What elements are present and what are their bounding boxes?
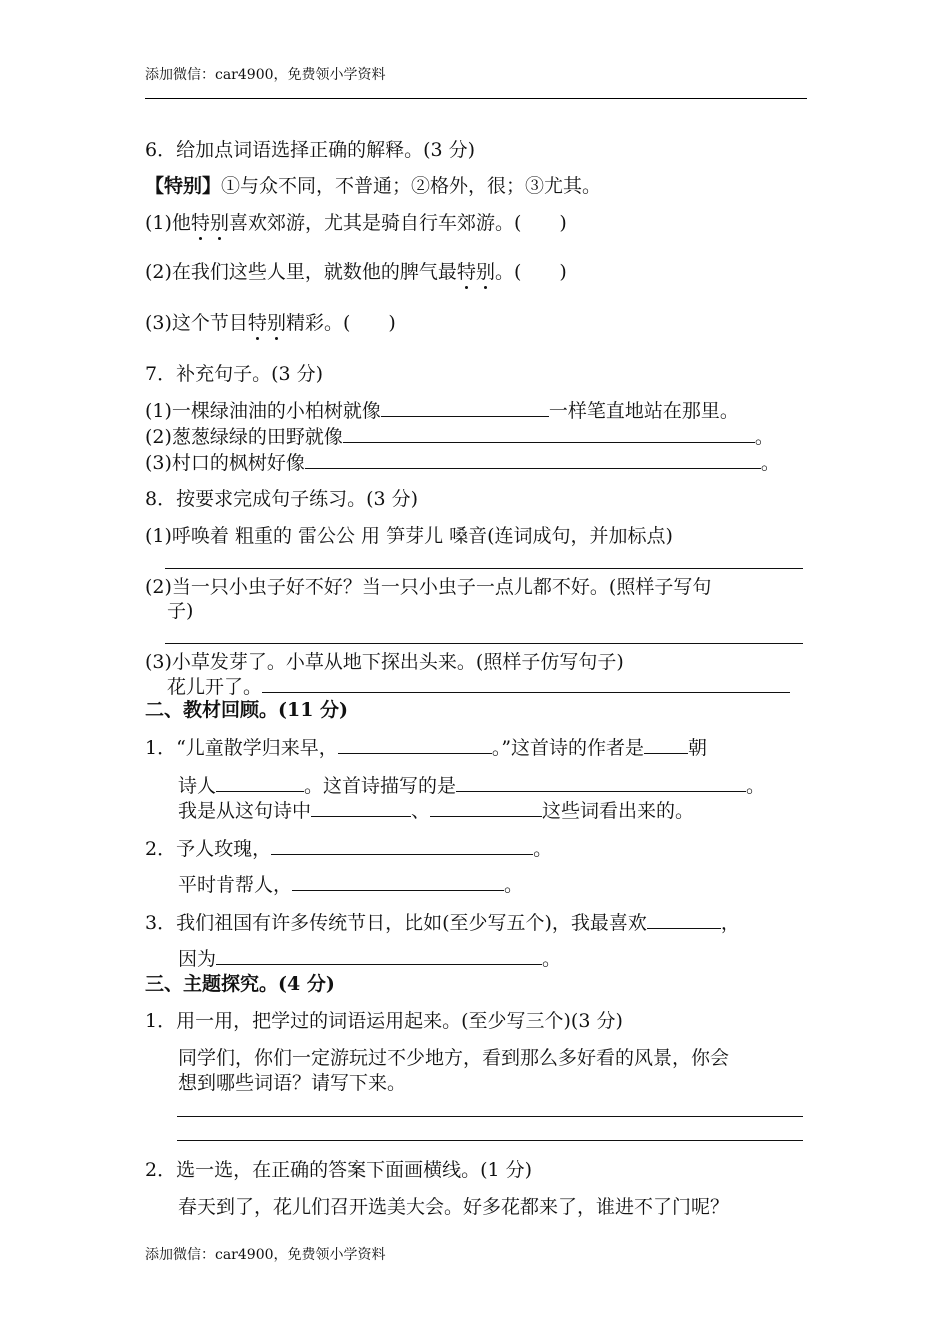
q7-line-1 xyxy=(145,398,739,423)
q6-definition xyxy=(145,174,601,198)
answer-blank[interactable] xyxy=(338,735,492,754)
s2-q1-a-pre: 1．“儿童散学归来早， xyxy=(145,737,338,759)
q6-item-3 xyxy=(145,311,396,335)
q7-title: 7．补充句子。(3 分) xyxy=(145,363,324,385)
dotted-char: 特 xyxy=(247,312,267,334)
answer-blank[interactable] xyxy=(271,836,533,855)
answer-blank[interactable] xyxy=(343,424,755,443)
q7-line-3-pre: (3)村口的枫树好像 xyxy=(145,452,305,474)
q8-item-1: (1)呼唤着 粗重的 雷公公 用 笋芽儿 嗓音(连词成句，并加标点) xyxy=(145,525,673,547)
answer-line[interactable] xyxy=(177,1140,803,1141)
q7-line-3-post: 。 xyxy=(760,452,780,474)
q8-item-2-line-a: (2)当一只小虫子好不好？当一只小虫子一点儿都不好。(照样子写句 xyxy=(145,576,712,598)
answer-blank[interactable] xyxy=(647,910,721,929)
section-2-title: 二、教材回顾。(11 分) xyxy=(145,699,349,721)
answer-blank[interactable] xyxy=(292,872,504,891)
s2-q2-b-pre: 平时肯帮人， xyxy=(178,874,293,896)
q7-line-3 xyxy=(145,450,780,475)
q6-item-1-pre: (1)他 xyxy=(145,212,191,234)
s2-q3-a-pre: 3．我们祖国有许多传统节日，比如(至少写五个)，我最喜欢 xyxy=(145,912,647,934)
q8-item-3-line-a: (3)小草发芽了。小草从地下探出头来。(照样子仿写句子) xyxy=(145,651,624,673)
s2-q1-c-pre: 我是从这句诗中 xyxy=(178,800,312,822)
s2-q2-line-a xyxy=(145,836,552,861)
answer-blank[interactable] xyxy=(430,798,542,817)
s2-q2-b-post: 。 xyxy=(504,874,524,896)
s3-q2-title: 2．选一选，在正确的答案下面画横线。(1 分) xyxy=(145,1159,533,1181)
s2-q3-b-pre: 因为 xyxy=(178,948,217,970)
q6-definition-word: 【特别】 xyxy=(145,175,222,197)
q6-definition-text: ①与众不同，不普通；②格外，很；③尤其。 xyxy=(221,175,602,197)
answer-line[interactable] xyxy=(177,1116,803,1117)
dotted-char: 别 xyxy=(266,312,286,334)
q8-item-2-line-b: 子) xyxy=(167,600,194,622)
answer-blank[interactable] xyxy=(305,450,761,469)
s3-q1-text-b: 想到哪些词语？请写下来。 xyxy=(178,1072,407,1094)
page-header: 添加微信：car4900，免费领小学资料 xyxy=(145,67,386,83)
q7-line-2-pre: (2)葱葱绿绿的田野就像 xyxy=(145,426,343,448)
q7-line-2-post: 。 xyxy=(754,426,774,448)
dotted-char: 特 xyxy=(190,212,210,234)
s2-q3-line-b xyxy=(178,946,561,971)
s2-q2-a-post: 。 xyxy=(533,838,553,860)
s2-q2-line-b xyxy=(178,872,523,897)
dotted-char: 别 xyxy=(475,261,495,283)
q6-item-3-pre: (3)这个节目 xyxy=(145,312,248,334)
s3-q2-text: 春天到了，花儿们召开选美大会。好多花都来了，谁进不了门呢？ xyxy=(178,1196,730,1218)
dotted-char: 别 xyxy=(209,212,229,234)
s2-q1-line-a xyxy=(145,735,707,760)
q8-title: 8．按要求完成句子练习。(3 分) xyxy=(145,488,419,510)
s3-q1-title: 1．用一用，把学过的词语运用起来。(至少写三个)(3 分) xyxy=(145,1010,623,1032)
section-3-title: 三、主题探究。(4 分) xyxy=(145,973,335,995)
s2-q1-b-post: 。 xyxy=(746,775,766,797)
s2-q3-a-post: ， xyxy=(720,912,740,934)
header-rule xyxy=(145,98,807,99)
s2-q1-a-mid: 。”这首诗的作者是 xyxy=(491,737,645,759)
answer-blank[interactable] xyxy=(381,398,549,417)
s2-q2-a-pre: 2．予人玫瑰， xyxy=(145,838,272,860)
answer-blank[interactable] xyxy=(216,773,304,792)
s2-q3-b-post: 。 xyxy=(542,948,562,970)
q6-item-3-post: 精彩。( ) xyxy=(285,312,396,334)
s2-q1-b-mid: 。这首诗描写的是 xyxy=(304,775,457,797)
q6-item-1-post: 喜欢郊游，尤其是骑自行车郊游。( ) xyxy=(228,212,567,234)
q8-item-3-prompt: 花儿开了。 xyxy=(167,676,263,698)
s2-q1-b-pre: 诗人 xyxy=(178,775,217,797)
s2-q1-c-mid: 、 xyxy=(411,800,431,822)
q6-item-2 xyxy=(145,260,567,284)
q7-line-1-post: 一样笔直地站在那里。 xyxy=(548,400,739,422)
answer-blank[interactable] xyxy=(262,674,790,693)
s2-q3-line-a xyxy=(145,910,740,935)
s2-q1-line-c xyxy=(178,798,694,823)
q6-item-1 xyxy=(145,211,567,235)
answer-blank[interactable] xyxy=(311,798,411,817)
q7-line-1-pre: (1)一棵绿油油的小柏树就像 xyxy=(145,400,381,422)
answer-blank[interactable] xyxy=(216,946,542,965)
answer-line[interactable] xyxy=(165,643,803,644)
q6-title: 6．给加点词语选择正确的解释。(3 分) xyxy=(145,139,476,161)
page-footer: 添加微信：car4900，免费领小学资料 xyxy=(145,1247,386,1263)
answer-line[interactable] xyxy=(165,568,803,569)
dotted-char: 特 xyxy=(456,261,476,283)
s2-q1-c-post: 这些词看出来的。 xyxy=(542,800,695,822)
q7-line-2 xyxy=(145,424,774,449)
answer-blank[interactable] xyxy=(644,735,688,754)
s2-q1-line-b xyxy=(178,773,765,798)
q8-item-3-line-b xyxy=(167,674,790,699)
q6-item-2-pre: (2)在我们这些人里，就数他的脾气最 xyxy=(145,261,457,283)
s2-q1-a-post: 朝 xyxy=(688,737,708,759)
q6-item-2-post: 。( ) xyxy=(494,261,567,283)
s3-q1-text-a: 同学们，你们一定游玩过不少地方，看到那么多好看的风景，你会 xyxy=(178,1047,730,1069)
answer-blank[interactable] xyxy=(456,773,746,792)
